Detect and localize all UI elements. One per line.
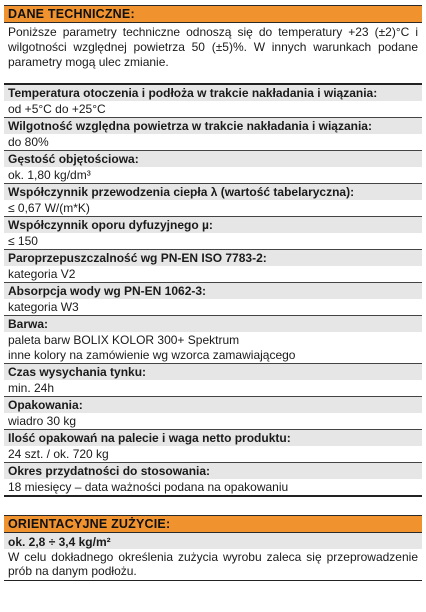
- param-label: Temperatura otoczenia i podłoża w trakcie nakładania i wiązania:: [4, 85, 422, 101]
- param-value: ok. 1,80 kg/dm³: [4, 167, 422, 183]
- param-label: Absorpcja wody wg PN-EN 1062-3:: [4, 283, 422, 299]
- param-value: kategoria W3: [4, 299, 422, 315]
- param-value: min. 24h: [4, 380, 422, 396]
- param-row-vapour-permeability: [4, 250, 422, 283]
- param-label: Paroprzepuszczalność wg PN-EN ISO 7783-2:: [4, 250, 422, 266]
- param-label: Ilość opakowań na palecie i waga netto produktu:: [4, 430, 422, 446]
- param-value: kategoria V2: [4, 266, 422, 282]
- param-row-colour: [4, 316, 422, 364]
- section-spacer: [4, 497, 422, 515]
- param-value: ≤ 150: [4, 233, 422, 249]
- technical-parameters-table: [4, 83, 422, 497]
- param-label: Gęstość objętościowa:: [4, 151, 422, 167]
- consumption-value: ok. 2,8 ÷ 3,4 kg/m²: [4, 533, 422, 549]
- consumption-note: W celu dokładnego określenia zużycia wyrobu zaleca się przeprowadzenie prób na danym podłożu.: [4, 549, 422, 581]
- param-label: Współczynnik przewodzenia ciepła λ (wartość tabelaryczna):: [4, 184, 422, 200]
- param-row-diffusion-resistance: [4, 217, 422, 250]
- consumption-header: ORIENTACYJNE ZUŻYCIE:: [4, 515, 422, 533]
- param-row-drying-time: [4, 364, 422, 397]
- param-label: Wilgotność względna powietrza w trakcie nakładania i wiązania:: [4, 118, 422, 134]
- param-row-relative-humidity: [4, 118, 422, 151]
- param-value: 18 miesięcy – data ważności podana na opakowaniu: [4, 479, 422, 495]
- param-label: Okres przydatności do stosowania:: [4, 463, 422, 479]
- param-value-line: inne kolory na zamówienie wg wzorca zamawiającego: [8, 348, 296, 362]
- param-value: do 80%: [4, 134, 422, 150]
- param-value: [4, 332, 422, 363]
- param-row-water-absorption: [4, 283, 422, 316]
- param-row-thermal-conductivity: [4, 184, 422, 217]
- param-row-application-temperature: [4, 85, 422, 118]
- param-value: ≤ 0,67 W/(m*K): [4, 200, 422, 216]
- param-row-bulk-density: [4, 151, 422, 184]
- param-value: 24 szt. / ok. 720 kg: [4, 446, 422, 462]
- param-label: Współczynnik oporu dyfuzyjnego µ:: [4, 217, 422, 233]
- technical-data-header: DANE TECHNICZNE:: [4, 5, 422, 23]
- technical-data-sheet: [4, 5, 422, 581]
- param-label: Czas wysychania tynku:: [4, 364, 422, 380]
- technical-data-intro: Poniższe parametry techniczne odnoszą się do temperatury +23 (±2)°C i wilgotności względnej powietrza 50 (±5)%. W innych warunkach podane parametry mogą ulec zmianie.: [8, 25, 418, 69]
- param-label: Opakowania:: [4, 397, 422, 413]
- param-row-packaging: [4, 397, 422, 430]
- param-row-pallet-quantity: [4, 430, 422, 463]
- param-row-shelf-life: [4, 463, 422, 497]
- param-value: od +5°C do +25°C: [4, 101, 422, 117]
- param-value: wiadro 30 kg: [4, 413, 422, 429]
- param-label: Barwa:: [4, 316, 422, 332]
- param-value-line: paleta barw BOLIX KOLOR 300+ Spektrum: [8, 333, 240, 347]
